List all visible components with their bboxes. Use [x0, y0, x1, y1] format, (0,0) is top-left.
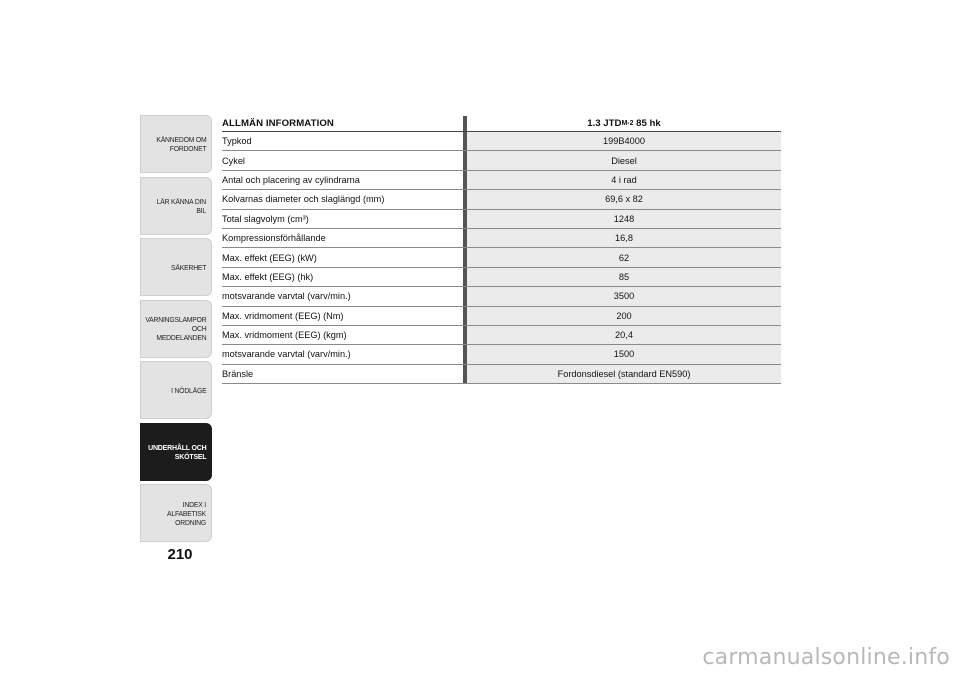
- chapter-tabs: [140, 115, 212, 546]
- tab-label: INDEX I ALFABETISK ORDNING: [167, 499, 206, 527]
- row-label: Antal och placering av cylindrarna: [222, 174, 360, 185]
- tab-varningslampor[interactable]: [140, 300, 212, 358]
- tab-label: UNDERHÅLL OCH SKÖTSEL: [147, 442, 206, 461]
- table-row: [222, 326, 781, 345]
- row-value: 200: [467, 307, 781, 325]
- row-value: 3500: [467, 287, 781, 305]
- row-value: 85: [467, 268, 781, 286]
- row-value: 16,8: [467, 229, 781, 247]
- row-value: Diesel: [467, 151, 781, 169]
- row-label: Typkod: [222, 136, 252, 147]
- tab-label: SÄKERHET: [170, 262, 206, 272]
- table-row: [222, 190, 781, 209]
- row-label: Bränsle: [222, 368, 254, 379]
- page-number: 210: [167, 546, 193, 563]
- row-label: Kolvarnas diameter och slaglängd (mm): [222, 194, 385, 205]
- row-value: 199B4000: [467, 132, 781, 150]
- engine-subscript: M-2: [621, 120, 634, 127]
- row-label: Cykel: [222, 155, 245, 166]
- table-row: [222, 229, 781, 248]
- spec-table: [222, 116, 781, 384]
- table-row: [222, 151, 781, 170]
- engine-name: 1.3 JTD: [587, 118, 622, 129]
- table-row: [222, 287, 781, 306]
- tab-i-nodlage[interactable]: [140, 361, 212, 419]
- table-row: [222, 132, 781, 151]
- row-value: 20,4: [467, 326, 781, 344]
- row-label: motsvarande varvtal (varv/min.): [222, 349, 351, 360]
- row-label: Max. vridmoment (EEG) (kgm): [222, 330, 347, 341]
- header-general-info: ALLMÄN INFORMATION: [222, 118, 334, 129]
- row-label: Max. vridmoment (EEG) (Nm): [222, 310, 344, 321]
- row-value: Fordonsdiesel (standard EN590): [467, 365, 781, 383]
- table-row: [222, 248, 781, 267]
- table-row: [222, 345, 781, 364]
- row-value: 62: [467, 248, 781, 266]
- row-label: Max. effekt (EEG) (hk): [222, 271, 314, 282]
- table-row: [222, 268, 781, 287]
- row-value: 4 i rad: [467, 171, 781, 189]
- table-header-row: [222, 116, 781, 132]
- tab-kannedom-om-fordonet[interactable]: [140, 115, 212, 173]
- table-row: [222, 365, 781, 384]
- tab-label: VARNINGSLAMPOR OCH MEDDELANDEN: [144, 315, 206, 342]
- header-engine: [467, 116, 781, 131]
- row-value: 69,6 x 82: [467, 190, 781, 208]
- row-label: Kompressionsförhållande: [222, 233, 326, 244]
- table-body: [222, 132, 781, 384]
- table-row: [222, 171, 781, 190]
- tab-underhall-och-skotsel[interactable]: [140, 423, 212, 481]
- tab-sakerhet[interactable]: [140, 238, 212, 296]
- engine-power: 85 hk: [633, 118, 661, 129]
- watermark: carmanualsonline.info: [702, 645, 950, 670]
- row-label: Max. effekt (EEG) (kW): [222, 252, 317, 263]
- row-value: 1248: [467, 210, 781, 228]
- tab-label: KÄNNEDOM OM FORDONET: [155, 135, 206, 153]
- tab-label: LÄR KÄNNA DIN BIL: [156, 196, 206, 215]
- table-row: [222, 210, 781, 229]
- tab-lar-kanna-din-bil[interactable]: [140, 177, 212, 235]
- row-label: motsvarande varvtal (varv/min.): [222, 291, 351, 302]
- row-value: 1500: [467, 345, 781, 363]
- table-row: [222, 307, 781, 326]
- tab-label: I NÖDLÄGE: [170, 385, 206, 395]
- tab-index[interactable]: [140, 484, 212, 542]
- row-label: Total slagvolym (cm³): [222, 213, 309, 224]
